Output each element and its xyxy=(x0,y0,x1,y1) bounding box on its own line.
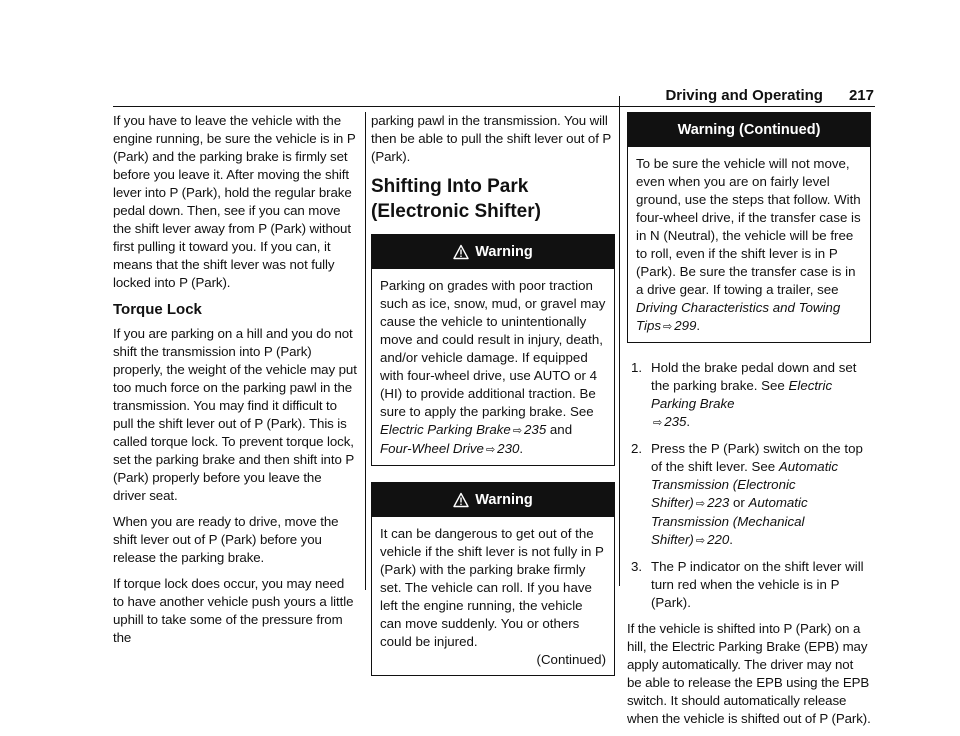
warning-text: To be sure the vehicle will not move, even when you are on fairly level ground, use the steps that follow. With four-wheel drive, if the transfer case is in N (Neutral), the vehicle will be free to roll, even if the shift lever is in P (Park). Be sure the transfer case is in a drive gear. If towing a trailer, see xyxy=(636,156,861,297)
warning-header xyxy=(372,483,614,517)
paragraph-torque-occurs: If torque lock does occur, you may need to have another vehicle push yours a little uphill to take some of the pressure from the xyxy=(113,576,354,645)
continued-label: (Continued) xyxy=(536,652,606,667)
column-divider-1 xyxy=(365,112,366,590)
header-rule xyxy=(113,106,875,107)
sentence-end: . xyxy=(729,532,733,547)
warning-header xyxy=(372,235,614,269)
paragraph-torque-lock: If you are parking on a hill and you do not shift the transmission into P (Park) properly, the weight of the vehicle may put too much force on the parking pawl in the transmission. You may find it difficult to pull the shift lever out of P (Park). This is called torque lock. To prevent torque lock, set the parking brake and then shift into P (Park) properly before you leave the driver seat. xyxy=(113,326,357,503)
sentence-end: . xyxy=(686,414,691,429)
step-body: Hold the brake pedal down and set the parking brake. See xyxy=(651,360,857,393)
column-2 xyxy=(371,112,615,692)
warning-text: It can be dangerous to get out of the vehicle if the shift lever is not fully in P (Park) with the parking brake firmly set. The vehicle can roll. If you have left the engine running, the vehicle can move suddenly. You or others could be injured. xyxy=(380,526,604,649)
warning-triangle-icon xyxy=(453,492,469,508)
step-text xyxy=(651,359,871,432)
paragraph-epb-hill: If the vehicle is shifted into P (Park) on a hill, the Electric Parking Brake (EPB) may apply automatically. The driver may not be able to release the EPB using the EPB switch. It should automatically release when the vehicle is shifted out of P (Park). xyxy=(627,621,871,726)
warning-title: Warning xyxy=(475,492,533,508)
warning-box-dangerous xyxy=(371,482,615,676)
paragraph-leave-running: If you have to leave the vehicle with the engine running, be sure the vehicle is in P (Park) and the parking brake is firmly set before you leave it. After moving the shift lever into P (Park), hold the regular brake pedal down. Then, see if you can move the shift lever away from P (Park) without first pulling it toward you. If you can, it means that the shift lever was not fully locked into P (Park). xyxy=(113,113,356,290)
page-number: 217 xyxy=(848,87,874,104)
page-reference-arrow-icon: ⇨ xyxy=(663,321,673,333)
warning-body xyxy=(628,147,870,342)
column-divider-2 xyxy=(619,96,620,586)
page-ref-235[interactable]: 235 xyxy=(664,414,687,429)
warning-title: Warning xyxy=(475,244,533,260)
page-ref-299[interactable]: 299 xyxy=(674,318,697,333)
page-ref-230[interactable]: 230 xyxy=(497,441,520,456)
step-number: 2. xyxy=(631,441,643,456)
sentence-end: . xyxy=(696,318,701,333)
sentence-end: . xyxy=(519,441,524,456)
step-text xyxy=(651,440,871,550)
link-automatic-transmission-mechanical[interactable]: Automatic Transmission (Mechanical Shifter) xyxy=(651,495,808,547)
conjunction-or: or xyxy=(729,495,749,510)
page-reference-arrow-icon: ⇨ xyxy=(485,444,496,456)
steps-list xyxy=(627,359,871,612)
heading-torque-lock: Torque Lock xyxy=(113,301,202,318)
list-item xyxy=(627,440,871,550)
warning-title: Warning (Continued) xyxy=(677,122,821,138)
warning-box-grades xyxy=(371,234,615,466)
page-ref-223[interactable]: 223 xyxy=(707,495,730,510)
step-number: 3. xyxy=(631,559,643,574)
list-item xyxy=(627,558,871,612)
warning-triangle-icon xyxy=(453,244,469,260)
page-ref-235[interactable]: 235 xyxy=(524,422,547,437)
warning-header xyxy=(628,113,870,147)
page-reference-arrow-icon: ⇨ xyxy=(695,535,706,547)
link-four-wheel-drive[interactable]: Four-Wheel Drive xyxy=(380,441,484,456)
step-text: The P indicator on the shift lever will turn red when the vehicle is in P (Park). xyxy=(651,559,864,610)
page-ref-220[interactable]: 220 xyxy=(707,532,730,547)
paragraph-parking-pawl: parking pawl in the transmission. You will then be able to pull the shift lever out of P (Park). xyxy=(371,113,611,164)
list-item xyxy=(627,359,871,432)
page-reference-arrow-icon: ⇨ xyxy=(695,498,706,510)
step-number: 1. xyxy=(631,360,643,375)
paragraph-ready-to-drive: When you are ready to drive, move the shift lever out of P (Park) before you release the parking brake. xyxy=(113,514,339,565)
warning-box-continued xyxy=(627,112,871,343)
link-automatic-transmission-electronic[interactable]: Automatic Transmission (Electronic Shifter) xyxy=(651,459,838,510)
link-electric-parking-brake[interactable]: Electric Parking Brake xyxy=(651,378,833,411)
warning-body xyxy=(372,517,614,675)
heading-shifting-into-park: Shifting Into Park (Electronic Shifter) xyxy=(371,176,541,222)
column-3 xyxy=(627,112,871,736)
warning-body xyxy=(372,269,614,465)
link-electric-parking-brake[interactable]: Electric Parking Brake xyxy=(380,422,511,437)
warning-text: Parking on grades with poor traction such as ice, snow, mud, or gravel may cause the vehicle to unintentionally move and could result in injury, death, and/or vehicle damage. If equipped with four-wheel drive, use AUTO or 4 (HI) to provide additional traction. Be sure to apply the parking brake. See xyxy=(380,278,606,419)
step-body: Press the P (Park) switch on the top of the shift lever. See xyxy=(651,441,863,474)
column-1 xyxy=(113,112,357,655)
conjunction-and: and xyxy=(546,422,573,437)
page-reference-arrow-icon: ⇨ xyxy=(512,425,523,437)
page-reference-arrow-icon: ⇨ xyxy=(653,417,663,429)
link-driving-characteristics[interactable]: Driving Characteristics and Towing Tips xyxy=(636,300,841,333)
header-section-title: Driving and Operating xyxy=(665,87,823,104)
